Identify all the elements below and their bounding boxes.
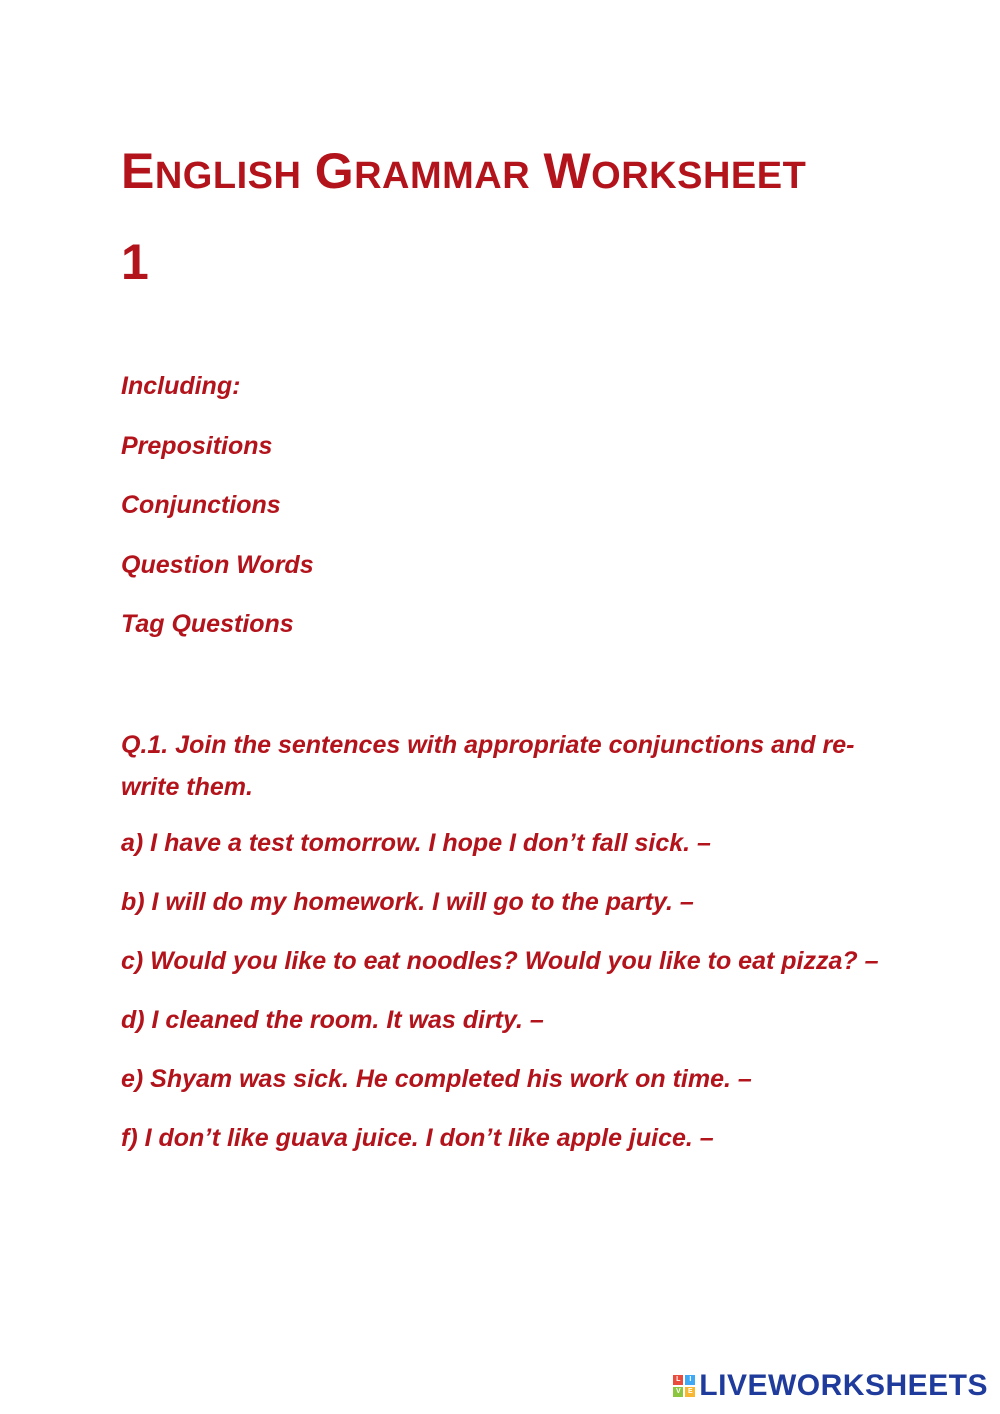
title-cap-1: E [121, 143, 155, 199]
brand-name: LIVEWORKSHEETS [699, 1369, 988, 1402]
logo-tile: V [673, 1387, 683, 1397]
logo-tile: I [685, 1375, 695, 1385]
logo-tile: L [673, 1375, 683, 1385]
question-heading: Q.1. Join the sentences with appropriate conjunctions and re-write them. [121, 731, 855, 801]
title-word-3: ORKSHEET [591, 155, 807, 197]
liveworksheets-logo [673, 1368, 988, 1404]
question-1 [121, 724, 901, 1176]
topic-item: Tag Questions [121, 610, 294, 638]
question-item: f) I don’t like guava juice. I don’t like apple juice. – [121, 1124, 714, 1152]
title-cap-3: W [543, 143, 592, 199]
question-item: b) I will do my homework. I will go to the party. – [121, 888, 694, 916]
topic-item: Question Words [121, 550, 314, 579]
title-word-1: NGLISH [154, 155, 302, 197]
logo-tile: E [685, 1387, 695, 1397]
title-number: 1 [121, 234, 150, 290]
worksheet-title [121, 128, 881, 305]
question-item: d) I cleaned the room. It was dirty. – [121, 1006, 544, 1034]
topic-item: Conjunctions [121, 491, 281, 519]
title-cap-2: G [314, 143, 355, 199]
question-item: c) Would you like to eat noodles? Would you like to eat pizza? – [121, 947, 879, 975]
question-item: a) I have a test tomorrow. I hope I don’t fall sick. – [121, 829, 711, 857]
topics-list [121, 367, 314, 665]
topic-item: Prepositions [121, 431, 273, 460]
question-item: e) Shyam was sick. He completed his work on time. – [121, 1065, 752, 1093]
topics-intro: Including: [121, 372, 241, 400]
title-word-2: RAMMAR [354, 155, 531, 197]
liveworksheets-icon [673, 1375, 695, 1397]
